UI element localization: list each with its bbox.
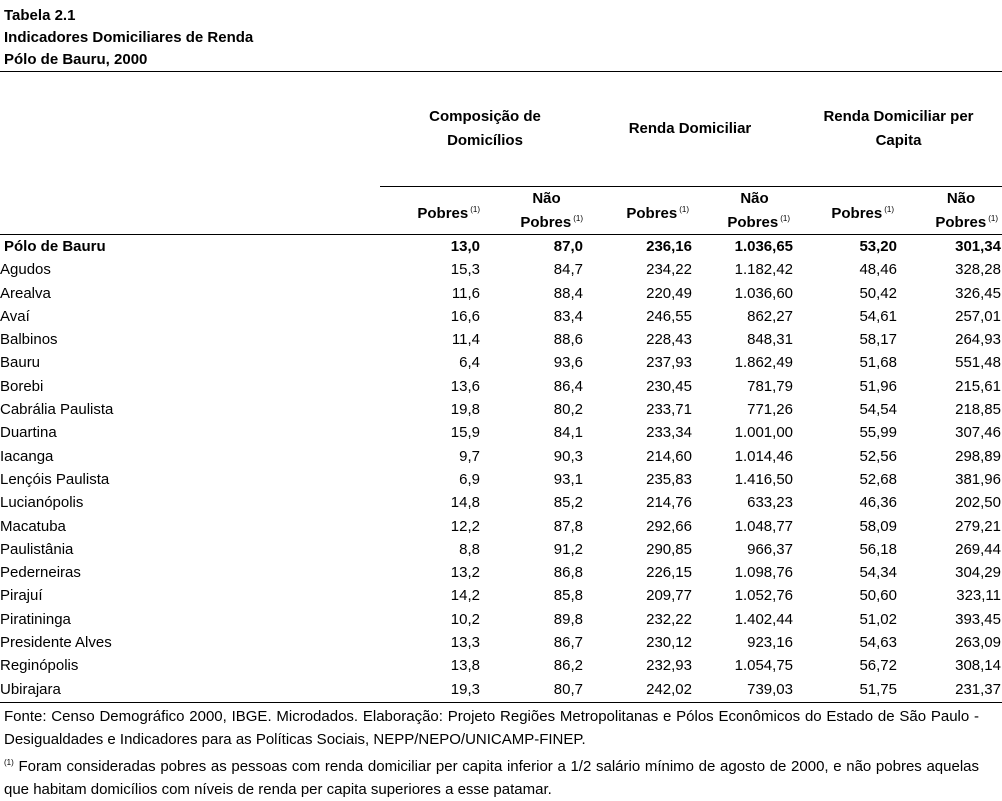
cell-c3: 220,49 [646,284,692,302]
cell-c6: 308,14 [955,657,1001,675]
cell-c4: 771,26 [747,401,793,419]
definition-note [4,751,979,801]
cell-c3: 290,85 [646,540,692,558]
table-row [0,305,1001,328]
cell-c6: 231,37 [955,680,1001,698]
cell-c6: 381,96 [955,470,1001,488]
cell-c2: 84,1 [553,424,583,442]
cell-c4: 1.052,76 [734,587,793,605]
cell-c2: 80,2 [553,401,583,419]
cell-c3: 292,66 [646,517,692,535]
cell-c1: 9,7 [459,447,480,465]
col-head-nao-pobres-3 [894,189,998,233]
table-row-total [0,235,1001,258]
cell-c2: 86,8 [553,564,583,582]
col-head-nao-3: Não [946,190,976,207]
cell-c1: 16,6 [450,307,480,325]
table-row [0,258,1001,281]
cell-c3: 232,93 [646,657,692,675]
table-row [0,515,1001,538]
cell-c1: 13,6 [450,377,480,395]
cell-c1: 8,8 [459,540,480,558]
row-municipality-name: Piratininga [0,610,71,628]
col-head-nao-pobres-1-line2 [480,209,583,233]
cell-c5: 54,34 [859,564,897,582]
row-municipality-name: Duartina [0,424,57,442]
cell-c5: 52,56 [859,447,897,465]
cell-c2: 85,2 [553,494,583,512]
cell-c5: 52,68 [859,470,897,488]
cell-c5: 46,36 [859,494,897,512]
cell-c2: 85,8 [553,587,583,605]
row-municipality-name: Arealva [0,284,51,302]
cell-c6: 264,93 [955,331,1001,349]
top-rule [0,71,1002,72]
cell-c1: 15,9 [450,424,480,442]
source-note: Fonte: Censo Demográfico 2000, IBGE. Microdados. Elaboração: Projeto Regiões Metropolitanas e Pólos Econômicos do Estado de São Paulo - Desigualdades e Indicadores para as Políticas Sociais, NEPP/NEPO/UNICAMP-FINEP. [4,708,979,748]
table-row [0,561,1001,584]
footnote-mark: (1) [780,214,790,223]
cell-c3: 237,93 [646,354,692,372]
cell-c2: 91,2 [553,540,583,558]
cell-c3: 246,55 [646,307,692,325]
cell-c4: 923,16 [747,634,793,652]
table-row [0,584,1001,607]
table-row [0,678,1001,701]
col-head-pobres-word: Pobres [520,214,572,231]
cell-c5: 51,75 [859,680,897,698]
cell-c6: 304,29 [955,564,1001,582]
cell-c5: 51,02 [859,610,897,628]
row-municipality-name: Paulistânia [0,540,74,558]
col-head-nao-pobres-3-line2 [894,209,998,233]
col-head-nao-1: Não [532,190,561,207]
col-head-nao-pobres-2 [689,189,790,233]
cell-c4: 1.014,46 [734,447,793,465]
cell-c2: 86,7 [553,634,583,652]
cell-c6: 215,61 [955,377,1001,395]
row-municipality-name: Ubirajara [0,680,61,698]
col-head-pobres-1-label: Pobres [417,205,469,222]
col-head-pobres-3-label: Pobres [831,205,883,222]
cell-c4: 1.048,77 [734,517,793,535]
row-municipality-name: Bauru [0,354,41,372]
row-municipality-name: Cabrália Paulista [0,401,114,419]
cell-c1: 10,2 [450,610,480,628]
table-row [0,282,1001,305]
group-header-renda [590,117,790,141]
cell-c6: 263,09 [955,634,1001,652]
cell-c3: 232,22 [646,610,692,628]
cell-c5: 56,72 [859,657,897,675]
col-head-pobres-3 [790,200,894,224]
cell-c6: 202,50 [955,494,1001,512]
cell-c5: 51,68 [859,354,897,372]
row-municipality-name: Iacanga [0,447,54,465]
cell-c1: 14,8 [450,494,480,512]
cell-c4: 1.098,76 [734,564,793,582]
footnote-mark: (1) [4,758,14,767]
cell-c5: 58,09 [859,517,897,535]
row-municipality-name: Agudos [0,261,51,279]
cell-c1: 11,4 [451,331,480,349]
cell-c6: 307,46 [955,424,1001,442]
cell-c2: 84,7 [553,261,583,279]
cell-c4: 1.036,65 [734,238,793,255]
cell-c4: 966,37 [747,540,793,558]
cell-c5: 54,63 [859,634,897,652]
footnotes [4,705,979,801]
table-row [0,538,1001,561]
table-row [0,468,1001,491]
cell-c3: 242,02 [646,680,692,698]
cell-c5: 56,18 [859,540,897,558]
cell-c4: 1.182,42 [734,261,793,279]
col-head-pobres-2 [583,200,689,224]
cell-c4: 1.862,49 [734,354,793,372]
cell-c3: 235,83 [646,470,692,488]
cell-c6: 257,01 [955,307,1001,325]
cell-c3: 228,43 [646,331,692,349]
subheader-rule [380,186,1002,187]
cell-c3: 233,34 [646,424,692,442]
cell-c2: 90,3 [553,447,583,465]
footnote-mark: (1) [679,205,689,214]
row-municipality-name: Lucianópolis [0,494,84,512]
table-title-block [4,5,253,71]
cell-c6: 218,85 [955,401,1001,419]
cell-c2: 88,6 [553,331,583,349]
row-municipality-name: Pirajuí [0,587,43,605]
cell-c2: 80,7 [553,680,583,698]
col-head-pobres-2-label: Pobres [626,205,678,222]
cell-c1: 14,2 [450,587,480,605]
cell-c5: 51,96 [859,377,897,395]
cell-c2: 83,4 [553,307,583,325]
cell-c5: 54,54 [859,401,897,419]
col-head-pobres-word: Pobres [727,214,779,231]
cell-c6: 298,89 [955,447,1001,465]
data-table-body [0,235,1001,701]
cell-c2: 86,4 [553,377,583,395]
cell-c5: 54,61 [859,307,897,325]
col-head-nao-pobres-2-line2 [689,209,790,233]
cell-c4: 848,31 [747,331,793,349]
table-row [0,491,1001,514]
cell-c1: 15,3 [450,261,480,279]
cell-c1: 12,2 [450,517,480,535]
group-header-renda-pc [795,105,1002,153]
table-row [0,398,1001,421]
cell-c4: 1.416,50 [734,470,793,488]
table-row [0,631,1001,654]
cell-c4: 633,23 [747,494,793,512]
group-header-renda-pc-line1: Renda Domiciliar per [823,108,974,125]
table-row [0,445,1001,468]
cell-c6: 269,44 [955,540,1001,558]
cell-c4: 1.054,75 [734,657,793,675]
cell-c5: 53,20 [859,238,897,255]
table-bottom-rule [0,702,1002,703]
group-header-composicao-line2: Domicílios [447,132,523,149]
cell-c1: 11,6 [451,284,480,302]
row-municipality-name: Avaí [0,307,30,325]
cell-c6: 323,11 [956,587,1001,605]
cell-c6: 279,21 [955,517,1001,535]
footnote-mark: (1) [470,205,480,214]
cell-c2: 87,8 [553,517,583,535]
cell-c3: 236,16 [646,238,692,255]
col-head-nao-2: Não [740,190,769,207]
cell-c3: 214,60 [646,447,692,465]
cell-c2: 88,4 [553,284,583,302]
table-subtitle: Pólo de Bauru, 2000 [4,51,148,68]
cell-c4: 1.001,00 [734,424,793,442]
footnote-mark: (1) [884,205,894,214]
cell-c5: 50,60 [859,587,897,605]
cell-c4: 862,27 [747,307,793,325]
cell-c1: 13,8 [450,657,480,675]
table-row [0,375,1001,398]
cell-c1: 6,4 [459,354,480,372]
footnote-mark: (1) [573,214,583,223]
footnote-mark: (1) [988,214,998,223]
cell-c3: 230,45 [646,377,692,395]
cell-c5: 55,99 [859,424,897,442]
cell-c6: 393,45 [955,610,1001,628]
data-table [0,235,1001,701]
group-header-composicao-line1: Composição de [429,108,541,125]
cell-c5: 58,17 [859,331,897,349]
cell-c6: 301,34 [955,238,1001,255]
table-row [0,421,1001,444]
table-number: Tabela 2.1 [4,7,76,24]
col-head-pobres-word: Pobres [935,214,987,231]
cell-c5: 50,42 [859,284,897,302]
table-row [0,654,1001,677]
cell-c3: 233,71 [646,401,692,419]
row-municipality-name: Pólo de Bauru [4,238,106,255]
row-municipality-name: Lençóis Paulista [0,470,110,488]
cell-c6: 326,45 [955,284,1001,302]
row-municipality-name: Borebi [0,377,44,395]
cell-c1: 13,0 [450,238,480,255]
col-head-nao-pobres-1 [480,189,583,233]
row-municipality-name: Pederneiras [0,564,81,582]
group-header-renda-pc-line2: Capita [875,132,922,149]
col-head-pobres-1 [380,200,480,224]
cell-c2: 93,6 [553,354,583,372]
cell-c4: 781,79 [747,377,793,395]
cell-c6: 551,48 [955,354,1001,372]
definition-note-text: Foram consideradas pobres as pessoas com renda domiciliar per capita inferior a 1/2 salário mínimo de agosto de 2000, e não pobres aquelas que habitam domicílios com níveis de renda per capita superiores a esse patamar. [4,758,980,798]
cell-c1: 6,9 [459,470,480,488]
cell-c2: 86,2 [553,657,583,675]
cell-c3: 209,77 [646,587,692,605]
cell-c1: 19,3 [450,680,480,698]
table-row [0,351,1001,374]
cell-c3: 214,76 [646,494,692,512]
table-row [0,608,1001,631]
cell-c1: 13,2 [450,564,480,582]
cell-c2: 87,0 [553,238,583,255]
cell-c6: 328,28 [955,261,1001,279]
cell-c1: 13,3 [450,634,480,652]
cell-c3: 226,15 [646,564,692,582]
cell-c3: 230,12 [646,634,692,652]
cell-c2: 89,8 [553,610,583,628]
cell-c5: 48,46 [859,261,897,279]
cell-c2: 93,1 [553,470,583,488]
row-municipality-name: Macatuba [0,517,66,535]
row-municipality-name: Balbinos [0,331,58,349]
group-header-composicao [380,105,590,153]
cell-c4: 739,03 [747,680,793,698]
cell-c3: 234,22 [646,261,692,279]
row-municipality-name: Reginópolis [0,657,79,675]
cell-c1: 19,8 [450,401,480,419]
cell-c4: 1.402,44 [734,610,793,628]
table-title: Indicadores Domiciliares de Renda [4,29,254,46]
row-municipality-name: Presidente Alves [0,634,112,652]
table-row [0,328,1001,351]
group-header-renda-label: Renda Domiciliar [628,120,752,137]
cell-c4: 1.036,60 [734,284,793,302]
